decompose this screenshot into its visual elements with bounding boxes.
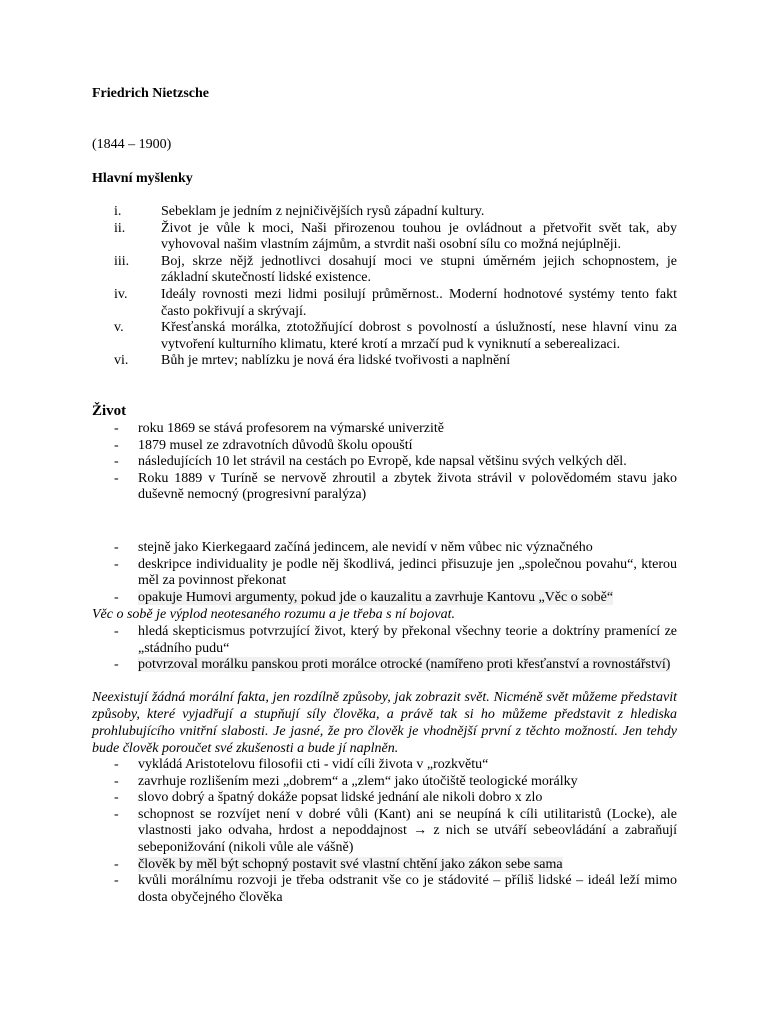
dash-bullet: -: [114, 806, 119, 822]
list-number: v.: [114, 320, 124, 336]
list-item: [92, 454, 677, 471]
dash-bullet: -: [114, 773, 119, 789]
life-list-b: [92, 540, 677, 606]
list-number: ii.: [114, 220, 126, 236]
list-item-text: kvůli morálnímu rozvoji je třeba odstranit vše co je stádovité – příliš lidské – ideál leží mimo dosta obyčejného člověka: [138, 873, 677, 905]
list-item: [92, 353, 677, 370]
list-item: [92, 254, 677, 287]
list-item: [92, 624, 677, 657]
list-item: [92, 790, 677, 807]
dash-bullet: -: [114, 589, 119, 605]
dash-bullet: -: [114, 790, 119, 806]
dash-bullet: -: [114, 540, 119, 555]
list-item: [92, 438, 677, 455]
list-item: [92, 757, 677, 774]
list-item-text: Křesťanská morálka, ztotožňující dobrost s povolností a úslužností, nese hlavní vinu za vytvoření kulturního klimatu, které krotí a mrzačí pud k vyniknutí a seberealizaci.: [161, 320, 677, 352]
list-item-text: následujících 10 let strávil na cestách po Evropě, kde napsal většinu svých velkých děl.: [138, 454, 627, 470]
dash-bullet: -: [114, 757, 119, 772]
list-item-text: Sebeklam je jedním z nejničivějších rysů západní kultury.: [161, 204, 485, 219]
main-ideas-list: [92, 204, 677, 370]
dash-bullet: -: [114, 454, 119, 470]
italic-paragraph: Neexistují žádná morální fakta, jen rozdílně způsoby, jak zobrazit svět. Nicméně svět můžeme představit způsoby, které vyjadřují a stupňují síly člověka, a právě tak si ho můžeme představit z hlediska prohlubujícího vnitřní slabosti. Je jasné, že pro člověk je vhodnější první z těchto možností. Jen tehdy bude člověk poroučet své zkušenosti a bude jí naplněn.: [92, 690, 677, 756]
life-list-c: [92, 624, 677, 674]
list-item-text: Bůh je mrtev; nablízku je nová éra lidské tvořivosti a naplnění: [161, 353, 511, 369]
list-number: iv.: [114, 286, 128, 302]
life-heading: Život: [92, 403, 127, 419]
list-item-text: Život je vůle k moci, Naši přirozenou touhou je ovládnout a přetvořit svět tak, aby vyhovoval našim vlastním zájmům, a stvrdit naši osobní sílu co možná nejúplněji.: [161, 220, 677, 253]
list-item: [92, 421, 677, 438]
list-item: [92, 590, 677, 607]
list-number: iii.: [114, 253, 130, 269]
dash-bullet: -: [114, 470, 119, 486]
list-item-text: Ideály rovnosti mezi lidmi posilují průměrnost.. Moderní hodnotové systémy tento fakt často pokřivují a skrývají.: [161, 286, 677, 319]
dash-bullet: -: [114, 624, 119, 639]
list-item-text: vykládá Aristotelovu filosofii cti - vidí cíli života v „rozkvětu“: [138, 757, 489, 772]
list-item-text: Roku 1889 v Turíně se nervově zhroutil a zbytek života strávil v polovědomém stavu jako duševně nemocný (progresivní paralýza): [138, 470, 677, 503]
list-item-text: zavrhuje rozlišením mezi „dobrem“ a „zlem“ jako útočiště teologické morálky: [138, 773, 578, 789]
list-item-text: hledá skepticismus potvrzující život, který by překonal všechny teorie a doktríny pramenící ze „stádního pudu“: [138, 624, 677, 656]
life-list-a: [92, 421, 677, 504]
document-title: Friedrich Nietzsche: [92, 86, 210, 101]
list-item: [92, 657, 677, 674]
list-item: [92, 471, 677, 504]
list-item-text: opakuje Humovi argumenty, pokud jde o kauzalitu a zavrhuje Kantovu „Věc o sobě“: [138, 589, 614, 605]
list-item-text: potvrzoval morálku panskou proti morálce otrocké (namířeno proti křesťanství a rovnostářství): [138, 657, 671, 673]
list-item-text: stejně jako Kierkegaard začíná jedincem, ale nevidí v něm vůbec nic význačného: [138, 540, 593, 555]
list-item: [92, 221, 677, 254]
main-ideas-heading: Hlavní myšlenky: [92, 171, 193, 186]
list-item: [92, 287, 677, 320]
list-item: [92, 807, 677, 857]
list-item: [92, 320, 677, 353]
list-item-text: roku 1869 se stává profesorem na výmarské univerzitě: [138, 421, 444, 436]
italic-quote: Věc o sobě je výplod neotesaného rozumu a je třeba s ní bojovat.: [92, 607, 456, 622]
list-item: [92, 540, 677, 557]
dash-bullet: -: [114, 437, 119, 453]
dash-bullet: -: [114, 873, 119, 889]
list-item: [92, 557, 677, 590]
list-item-text: schopnost se rozvíjet není v dobré vůli (Kant) ani se neupíná k cíli utilitaristů (Locke), ale vlastnosti jako odvaha, hrdost a nepoddajnost → z nich se utváří sebeovládání a zabraňují sebeponižování (nikoli vůle ale vášně): [138, 806, 677, 855]
list-item-text: 1879 musel ze zdravotních důvodů školu opouští: [138, 437, 413, 453]
list-item-text: Boj, skrze nějž jednotlivci dosahují moci ve stupni úměrném jejich schopnostem, je základní skutečností lidské existence.: [161, 253, 677, 286]
dash-bullet: -: [114, 856, 119, 872]
list-item: [92, 204, 677, 221]
life-years: (1844 – 1900): [92, 137, 172, 152]
list-item-text: deskripce individuality je podle něj škodlivá, jedinci přisuzuje jen „společnou povahu“, kterou měl za povinnost překonat: [138, 556, 677, 589]
list-number: i.: [114, 204, 122, 219]
list-item-text: člověk by měl být schopný postavit své vlastní chtění jako zákon sebe sama: [138, 856, 563, 872]
dash-bullet: -: [114, 556, 119, 572]
list-item: [92, 857, 677, 874]
list-item: [92, 774, 677, 791]
dash-bullet: -: [114, 657, 119, 673]
list-item-text: slovo dobrý a špatný dokáže popsat lidské jednání ale nikoli dobro x zlo: [138, 790, 543, 806]
life-list-d: [92, 757, 677, 906]
list-item: [92, 873, 677, 906]
dash-bullet: -: [114, 421, 119, 436]
list-number: vi.: [114, 353, 129, 369]
